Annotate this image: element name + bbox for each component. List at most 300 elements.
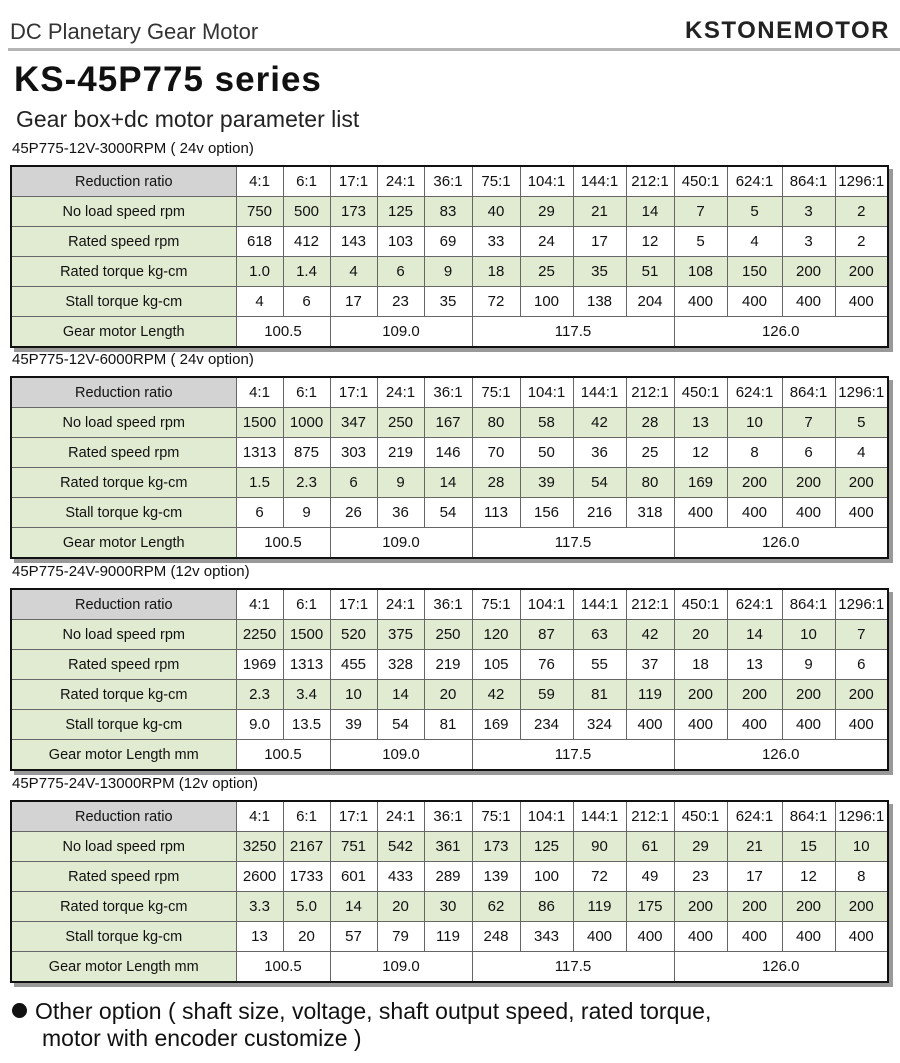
rated-cell: 13 <box>727 650 782 680</box>
noload-cell: 10 <box>835 832 888 862</box>
row-label-length: Gear motor Length mm <box>11 740 236 771</box>
row-label-noload: No load speed rpm <box>11 408 236 438</box>
noload-cell: 13 <box>674 408 727 438</box>
noload-cell: 63 <box>573 620 626 650</box>
table-row-noload <box>11 408 888 438</box>
ratio-cell: 75:1 <box>472 801 520 832</box>
torque-cell: 200 <box>727 892 782 922</box>
row-label-stall: Stall torque kg-cm <box>11 498 236 528</box>
length-cell: 117.5 <box>472 528 674 559</box>
rated-cell: 1313 <box>283 650 330 680</box>
stall-cell: 20 <box>283 922 330 952</box>
noload-cell: 361 <box>424 832 472 862</box>
torque-cell: 200 <box>835 892 888 922</box>
row-label-length: Gear motor Length mm <box>11 952 236 983</box>
row-label-ratio: Reduction ratio <box>11 589 236 620</box>
rated-cell: 18 <box>674 650 727 680</box>
rated-cell: 76 <box>520 650 573 680</box>
ratio-cell: 624:1 <box>727 377 782 408</box>
stall-cell: 79 <box>377 922 424 952</box>
table-row-noload <box>11 832 888 862</box>
rated-cell: 17 <box>573 227 626 257</box>
row-label-ratio: Reduction ratio <box>11 801 236 832</box>
rated-cell: 328 <box>377 650 424 680</box>
ratio-cell: 104:1 <box>520 377 573 408</box>
torque-cell: 119 <box>626 680 674 710</box>
stall-cell: 400 <box>626 922 674 952</box>
stall-cell: 39 <box>330 710 377 740</box>
stall-cell: 9.0 <box>236 710 283 740</box>
stall-cell: 400 <box>835 498 888 528</box>
stall-cell: 54 <box>377 710 424 740</box>
rated-cell: 433 <box>377 862 424 892</box>
stall-cell: 318 <box>626 498 674 528</box>
rated-cell: 6 <box>835 650 888 680</box>
table-row-rated <box>11 227 888 257</box>
stall-cell: 156 <box>520 498 573 528</box>
noload-cell: 7 <box>782 408 835 438</box>
noload-cell: 347 <box>330 408 377 438</box>
noload-cell: 250 <box>424 620 472 650</box>
stall-cell: 400 <box>835 922 888 952</box>
rated-cell: 69 <box>424 227 472 257</box>
noload-cell: 1500 <box>236 408 283 438</box>
noload-cell: 10 <box>782 620 835 650</box>
spec-table <box>10 376 889 559</box>
table-row-rated <box>11 650 888 680</box>
stall-cell: 17 <box>330 287 377 317</box>
noload-cell: 83 <box>424 197 472 227</box>
rated-cell: 12 <box>782 862 835 892</box>
ratio-row <box>11 166 888 197</box>
rated-cell: 105 <box>472 650 520 680</box>
stall-cell: 400 <box>782 287 835 317</box>
rated-cell: 455 <box>330 650 377 680</box>
table-row-length <box>11 317 888 348</box>
rated-cell: 103 <box>377 227 424 257</box>
rated-cell: 2600 <box>236 862 283 892</box>
torque-cell: 2.3 <box>283 468 330 498</box>
noload-cell: 29 <box>520 197 573 227</box>
torque-cell: 200 <box>674 680 727 710</box>
torque-cell: 175 <box>626 892 674 922</box>
stall-cell: 400 <box>674 498 727 528</box>
page-title: KS-45P775 series <box>14 60 322 99</box>
torque-cell: 10 <box>330 680 377 710</box>
ratio-cell: 104:1 <box>520 166 573 197</box>
torque-cell: 3.4 <box>283 680 330 710</box>
brand-logo-text: KSTONEMOTOR <box>685 17 890 44</box>
stall-cell: 400 <box>782 710 835 740</box>
noload-cell: 125 <box>377 197 424 227</box>
rated-cell: 219 <box>424 650 472 680</box>
row-label-torque: Rated torque kg-cm <box>11 257 236 287</box>
torque-cell: 200 <box>835 680 888 710</box>
torque-cell: 9 <box>377 468 424 498</box>
noload-cell: 14 <box>727 620 782 650</box>
torque-cell: 108 <box>674 257 727 287</box>
row-label-noload: No load speed rpm <box>11 197 236 227</box>
footer-note <box>12 998 711 1052</box>
rated-cell: 143 <box>330 227 377 257</box>
ratio-cell: 6:1 <box>283 377 330 408</box>
ratio-cell: 75:1 <box>472 589 520 620</box>
torque-cell: 59 <box>520 680 573 710</box>
rated-cell: 289 <box>424 862 472 892</box>
torque-cell: 119 <box>573 892 626 922</box>
ratio-cell: 864:1 <box>782 589 835 620</box>
ratio-cell: 450:1 <box>674 589 727 620</box>
torque-cell: 86 <box>520 892 573 922</box>
ratio-cell: 450:1 <box>674 377 727 408</box>
table-row-stall <box>11 710 888 740</box>
stall-cell: 23 <box>377 287 424 317</box>
rated-cell: 8 <box>727 438 782 468</box>
spec-table <box>10 800 889 983</box>
ratio-cell: 17:1 <box>330 589 377 620</box>
rated-cell: 3 <box>782 227 835 257</box>
stall-cell: 81 <box>424 710 472 740</box>
stall-cell: 400 <box>835 710 888 740</box>
noload-cell: 80 <box>472 408 520 438</box>
noload-cell: 125 <box>520 832 573 862</box>
noload-cell: 1500 <box>283 620 330 650</box>
torque-cell: 200 <box>782 257 835 287</box>
row-label-stall: Stall torque kg-cm <box>11 287 236 317</box>
torque-cell: 14 <box>424 468 472 498</box>
row-label-rated: Rated speed rpm <box>11 438 236 468</box>
stall-cell: 400 <box>727 710 782 740</box>
ratio-cell: 864:1 <box>782 377 835 408</box>
stall-cell: 324 <box>573 710 626 740</box>
rated-cell: 37 <box>626 650 674 680</box>
rated-cell: 8 <box>835 862 888 892</box>
noload-cell: 375 <box>377 620 424 650</box>
noload-cell: 7 <box>674 197 727 227</box>
torque-cell: 150 <box>727 257 782 287</box>
torque-cell: 14 <box>330 892 377 922</box>
stall-cell: 400 <box>626 710 674 740</box>
stall-cell: 400 <box>573 922 626 952</box>
torque-cell: 200 <box>835 468 888 498</box>
row-label-rated: Rated speed rpm <box>11 650 236 680</box>
ratio-cell: 104:1 <box>520 801 573 832</box>
table-caption: 45P775-24V-13000RPM (12v option) <box>12 775 258 792</box>
noload-cell: 542 <box>377 832 424 862</box>
row-label-noload: No load speed rpm <box>11 832 236 862</box>
ratio-cell: 1296:1 <box>835 377 888 408</box>
stall-cell: 169 <box>472 710 520 740</box>
ratio-cell: 4:1 <box>236 589 283 620</box>
rated-cell: 36 <box>573 438 626 468</box>
length-cell: 126.0 <box>674 740 888 771</box>
ratio-cell: 450:1 <box>674 166 727 197</box>
ratio-cell: 4:1 <box>236 166 283 197</box>
ratio-cell: 1296:1 <box>835 589 888 620</box>
noload-cell: 58 <box>520 408 573 438</box>
stall-cell: 100 <box>520 287 573 317</box>
ratio-cell: 212:1 <box>626 589 674 620</box>
torque-cell: 80 <box>626 468 674 498</box>
ratio-cell: 4:1 <box>236 801 283 832</box>
noload-cell: 7 <box>835 620 888 650</box>
noload-cell: 2250 <box>236 620 283 650</box>
torque-cell: 35 <box>573 257 626 287</box>
noload-cell: 40 <box>472 197 520 227</box>
rated-cell: 33 <box>472 227 520 257</box>
ratio-cell: 144:1 <box>573 166 626 197</box>
torque-cell: 39 <box>520 468 573 498</box>
noload-cell: 751 <box>330 832 377 862</box>
table-caption: 45P775-12V-3000RPM ( 24v option) <box>12 140 254 157</box>
category-title: DC Planetary Gear Motor <box>10 19 259 44</box>
torque-cell: 6 <box>377 257 424 287</box>
stall-cell: 400 <box>835 287 888 317</box>
ratio-cell: 104:1 <box>520 589 573 620</box>
rated-cell: 12 <box>674 438 727 468</box>
noload-cell: 167 <box>424 408 472 438</box>
torque-cell: 1.4 <box>283 257 330 287</box>
table-row-stall <box>11 287 888 317</box>
stall-cell: 35 <box>424 287 472 317</box>
table-row-torque <box>11 468 888 498</box>
ratio-cell: 17:1 <box>330 166 377 197</box>
length-cell: 109.0 <box>330 952 472 983</box>
stall-cell: 54 <box>424 498 472 528</box>
noload-cell: 500 <box>283 197 330 227</box>
row-label-stall: Stall torque kg-cm <box>11 922 236 952</box>
table-caption: 45P775-24V-9000RPM (12v option) <box>12 563 250 580</box>
rated-cell: 23 <box>674 862 727 892</box>
rated-cell: 50 <box>520 438 573 468</box>
page-subtitle: Gear box+dc motor parameter list <box>16 106 360 132</box>
table-caption: 45P775-12V-6000RPM ( 24v option) <box>12 351 254 368</box>
length-cell: 100.5 <box>236 740 330 771</box>
noload-cell: 28 <box>626 408 674 438</box>
noload-cell: 20 <box>674 620 727 650</box>
rated-cell: 25 <box>626 438 674 468</box>
stall-cell: 6 <box>283 287 330 317</box>
row-label-torque: Rated torque kg-cm <box>11 892 236 922</box>
torque-cell: 200 <box>674 892 727 922</box>
stall-cell: 13.5 <box>283 710 330 740</box>
ratio-cell: 144:1 <box>573 377 626 408</box>
noload-cell: 250 <box>377 408 424 438</box>
noload-cell: 87 <box>520 620 573 650</box>
length-cell: 126.0 <box>674 952 888 983</box>
torque-cell: 18 <box>472 257 520 287</box>
ratio-cell: 36:1 <box>424 377 472 408</box>
noload-cell: 3 <box>782 197 835 227</box>
noload-cell: 750 <box>236 197 283 227</box>
table-row-noload <box>11 620 888 650</box>
ratio-cell: 75:1 <box>472 377 520 408</box>
length-cell: 126.0 <box>674 317 888 348</box>
ratio-cell: 450:1 <box>674 801 727 832</box>
ratio-cell: 1296:1 <box>835 801 888 832</box>
noload-cell: 120 <box>472 620 520 650</box>
table-row-length <box>11 952 888 983</box>
ratio-cell: 212:1 <box>626 377 674 408</box>
torque-cell: 1.5 <box>236 468 283 498</box>
ratio-cell: 24:1 <box>377 801 424 832</box>
torque-cell: 200 <box>782 468 835 498</box>
noload-cell: 520 <box>330 620 377 650</box>
torque-cell: 200 <box>727 680 782 710</box>
stall-cell: 13 <box>236 922 283 952</box>
torque-cell: 200 <box>835 257 888 287</box>
rated-cell: 412 <box>283 227 330 257</box>
rated-cell: 219 <box>377 438 424 468</box>
ratio-cell: 36:1 <box>424 166 472 197</box>
rated-cell: 49 <box>626 862 674 892</box>
spec-table <box>10 588 889 771</box>
ratio-row <box>11 377 888 408</box>
table-row-torque <box>11 680 888 710</box>
torque-cell: 25 <box>520 257 573 287</box>
row-label-torque: Rated torque kg-cm <box>11 468 236 498</box>
ratio-row <box>11 589 888 620</box>
table-row-length <box>11 528 888 559</box>
rated-cell: 601 <box>330 862 377 892</box>
ratio-cell: 624:1 <box>727 589 782 620</box>
rated-cell: 17 <box>727 862 782 892</box>
table-row-torque <box>11 257 888 287</box>
noload-cell: 42 <box>573 408 626 438</box>
ratio-cell: 212:1 <box>626 801 674 832</box>
torque-cell: 20 <box>424 680 472 710</box>
noload-cell: 5 <box>835 408 888 438</box>
length-cell: 100.5 <box>236 952 330 983</box>
stall-cell: 400 <box>674 922 727 952</box>
rated-cell: 4 <box>835 438 888 468</box>
stall-cell: 138 <box>573 287 626 317</box>
length-cell: 126.0 <box>674 528 888 559</box>
footer-line-1: Other option ( shaft size, voltage, shaft output speed, rated torque, <box>35 998 712 1024</box>
spec-table <box>10 165 889 348</box>
rated-cell: 1313 <box>236 438 283 468</box>
length-cell: 117.5 <box>472 317 674 348</box>
stall-cell: 9 <box>283 498 330 528</box>
torque-cell: 42 <box>472 680 520 710</box>
noload-cell: 42 <box>626 620 674 650</box>
table-row-rated <box>11 438 888 468</box>
ratio-cell: 212:1 <box>626 166 674 197</box>
row-label-ratio: Reduction ratio <box>11 377 236 408</box>
stall-cell: 248 <box>472 922 520 952</box>
rated-cell: 100 <box>520 862 573 892</box>
ratio-cell: 17:1 <box>330 801 377 832</box>
noload-cell: 3250 <box>236 832 283 862</box>
stall-cell: 6 <box>236 498 283 528</box>
stall-cell: 400 <box>727 922 782 952</box>
rated-cell: 6 <box>782 438 835 468</box>
torque-cell: 3.3 <box>236 892 283 922</box>
rated-cell: 24 <box>520 227 573 257</box>
length-cell: 109.0 <box>330 740 472 771</box>
noload-cell: 2 <box>835 197 888 227</box>
rated-cell: 1733 <box>283 862 330 892</box>
stall-cell: 4 <box>236 287 283 317</box>
ratio-cell: 17:1 <box>330 377 377 408</box>
row-label-noload: No load speed rpm <box>11 620 236 650</box>
row-label-length: Gear motor Length <box>11 317 236 348</box>
ratio-cell: 624:1 <box>727 166 782 197</box>
torque-cell: 200 <box>727 468 782 498</box>
torque-cell: 9 <box>424 257 472 287</box>
ratio-row <box>11 801 888 832</box>
ratio-cell: 144:1 <box>573 801 626 832</box>
row-label-torque: Rated torque kg-cm <box>11 680 236 710</box>
length-cell: 109.0 <box>330 317 472 348</box>
torque-cell: 14 <box>377 680 424 710</box>
stall-cell: 36 <box>377 498 424 528</box>
rated-cell: 5 <box>674 227 727 257</box>
table-row-stall <box>11 922 888 952</box>
bullet-icon <box>12 1003 27 1018</box>
noload-cell: 5 <box>727 197 782 227</box>
noload-cell: 14 <box>626 197 674 227</box>
footer-line-2: motor with encoder customize ) <box>42 1025 362 1051</box>
stall-cell: 72 <box>472 287 520 317</box>
stall-cell: 57 <box>330 922 377 952</box>
ratio-cell: 1296:1 <box>835 166 888 197</box>
stall-cell: 26 <box>330 498 377 528</box>
rated-cell: 72 <box>573 862 626 892</box>
header-divider <box>8 48 900 51</box>
ratio-cell: 6:1 <box>283 801 330 832</box>
stall-cell: 204 <box>626 287 674 317</box>
noload-cell: 29 <box>674 832 727 862</box>
row-label-ratio: Reduction ratio <box>11 166 236 197</box>
torque-cell: 169 <box>674 468 727 498</box>
row-label-rated: Rated speed rpm <box>11 862 236 892</box>
stall-cell: 216 <box>573 498 626 528</box>
ratio-cell: 24:1 <box>377 589 424 620</box>
stall-cell: 113 <box>472 498 520 528</box>
torque-cell: 200 <box>782 680 835 710</box>
table-row-noload <box>11 197 888 227</box>
stall-cell: 119 <box>424 922 472 952</box>
torque-cell: 5.0 <box>283 892 330 922</box>
stall-cell: 400 <box>727 287 782 317</box>
rated-cell: 1969 <box>236 650 283 680</box>
noload-cell: 2167 <box>283 832 330 862</box>
row-label-length: Gear motor Length <box>11 528 236 559</box>
table-row-rated <box>11 862 888 892</box>
rated-cell: 146 <box>424 438 472 468</box>
length-cell: 117.5 <box>472 952 674 983</box>
rated-cell: 9 <box>782 650 835 680</box>
stall-cell: 234 <box>520 710 573 740</box>
noload-cell: 173 <box>330 197 377 227</box>
torque-cell: 30 <box>424 892 472 922</box>
ratio-cell: 24:1 <box>377 166 424 197</box>
rated-cell: 618 <box>236 227 283 257</box>
noload-cell: 21 <box>727 832 782 862</box>
stall-cell: 343 <box>520 922 573 952</box>
ratio-cell: 864:1 <box>782 801 835 832</box>
torque-cell: 62 <box>472 892 520 922</box>
row-label-rated: Rated speed rpm <box>11 227 236 257</box>
torque-cell: 6 <box>330 468 377 498</box>
torque-cell: 28 <box>472 468 520 498</box>
rated-cell: 12 <box>626 227 674 257</box>
ratio-cell: 864:1 <box>782 166 835 197</box>
noload-cell: 1000 <box>283 408 330 438</box>
stall-cell: 400 <box>782 922 835 952</box>
ratio-cell: 75:1 <box>472 166 520 197</box>
